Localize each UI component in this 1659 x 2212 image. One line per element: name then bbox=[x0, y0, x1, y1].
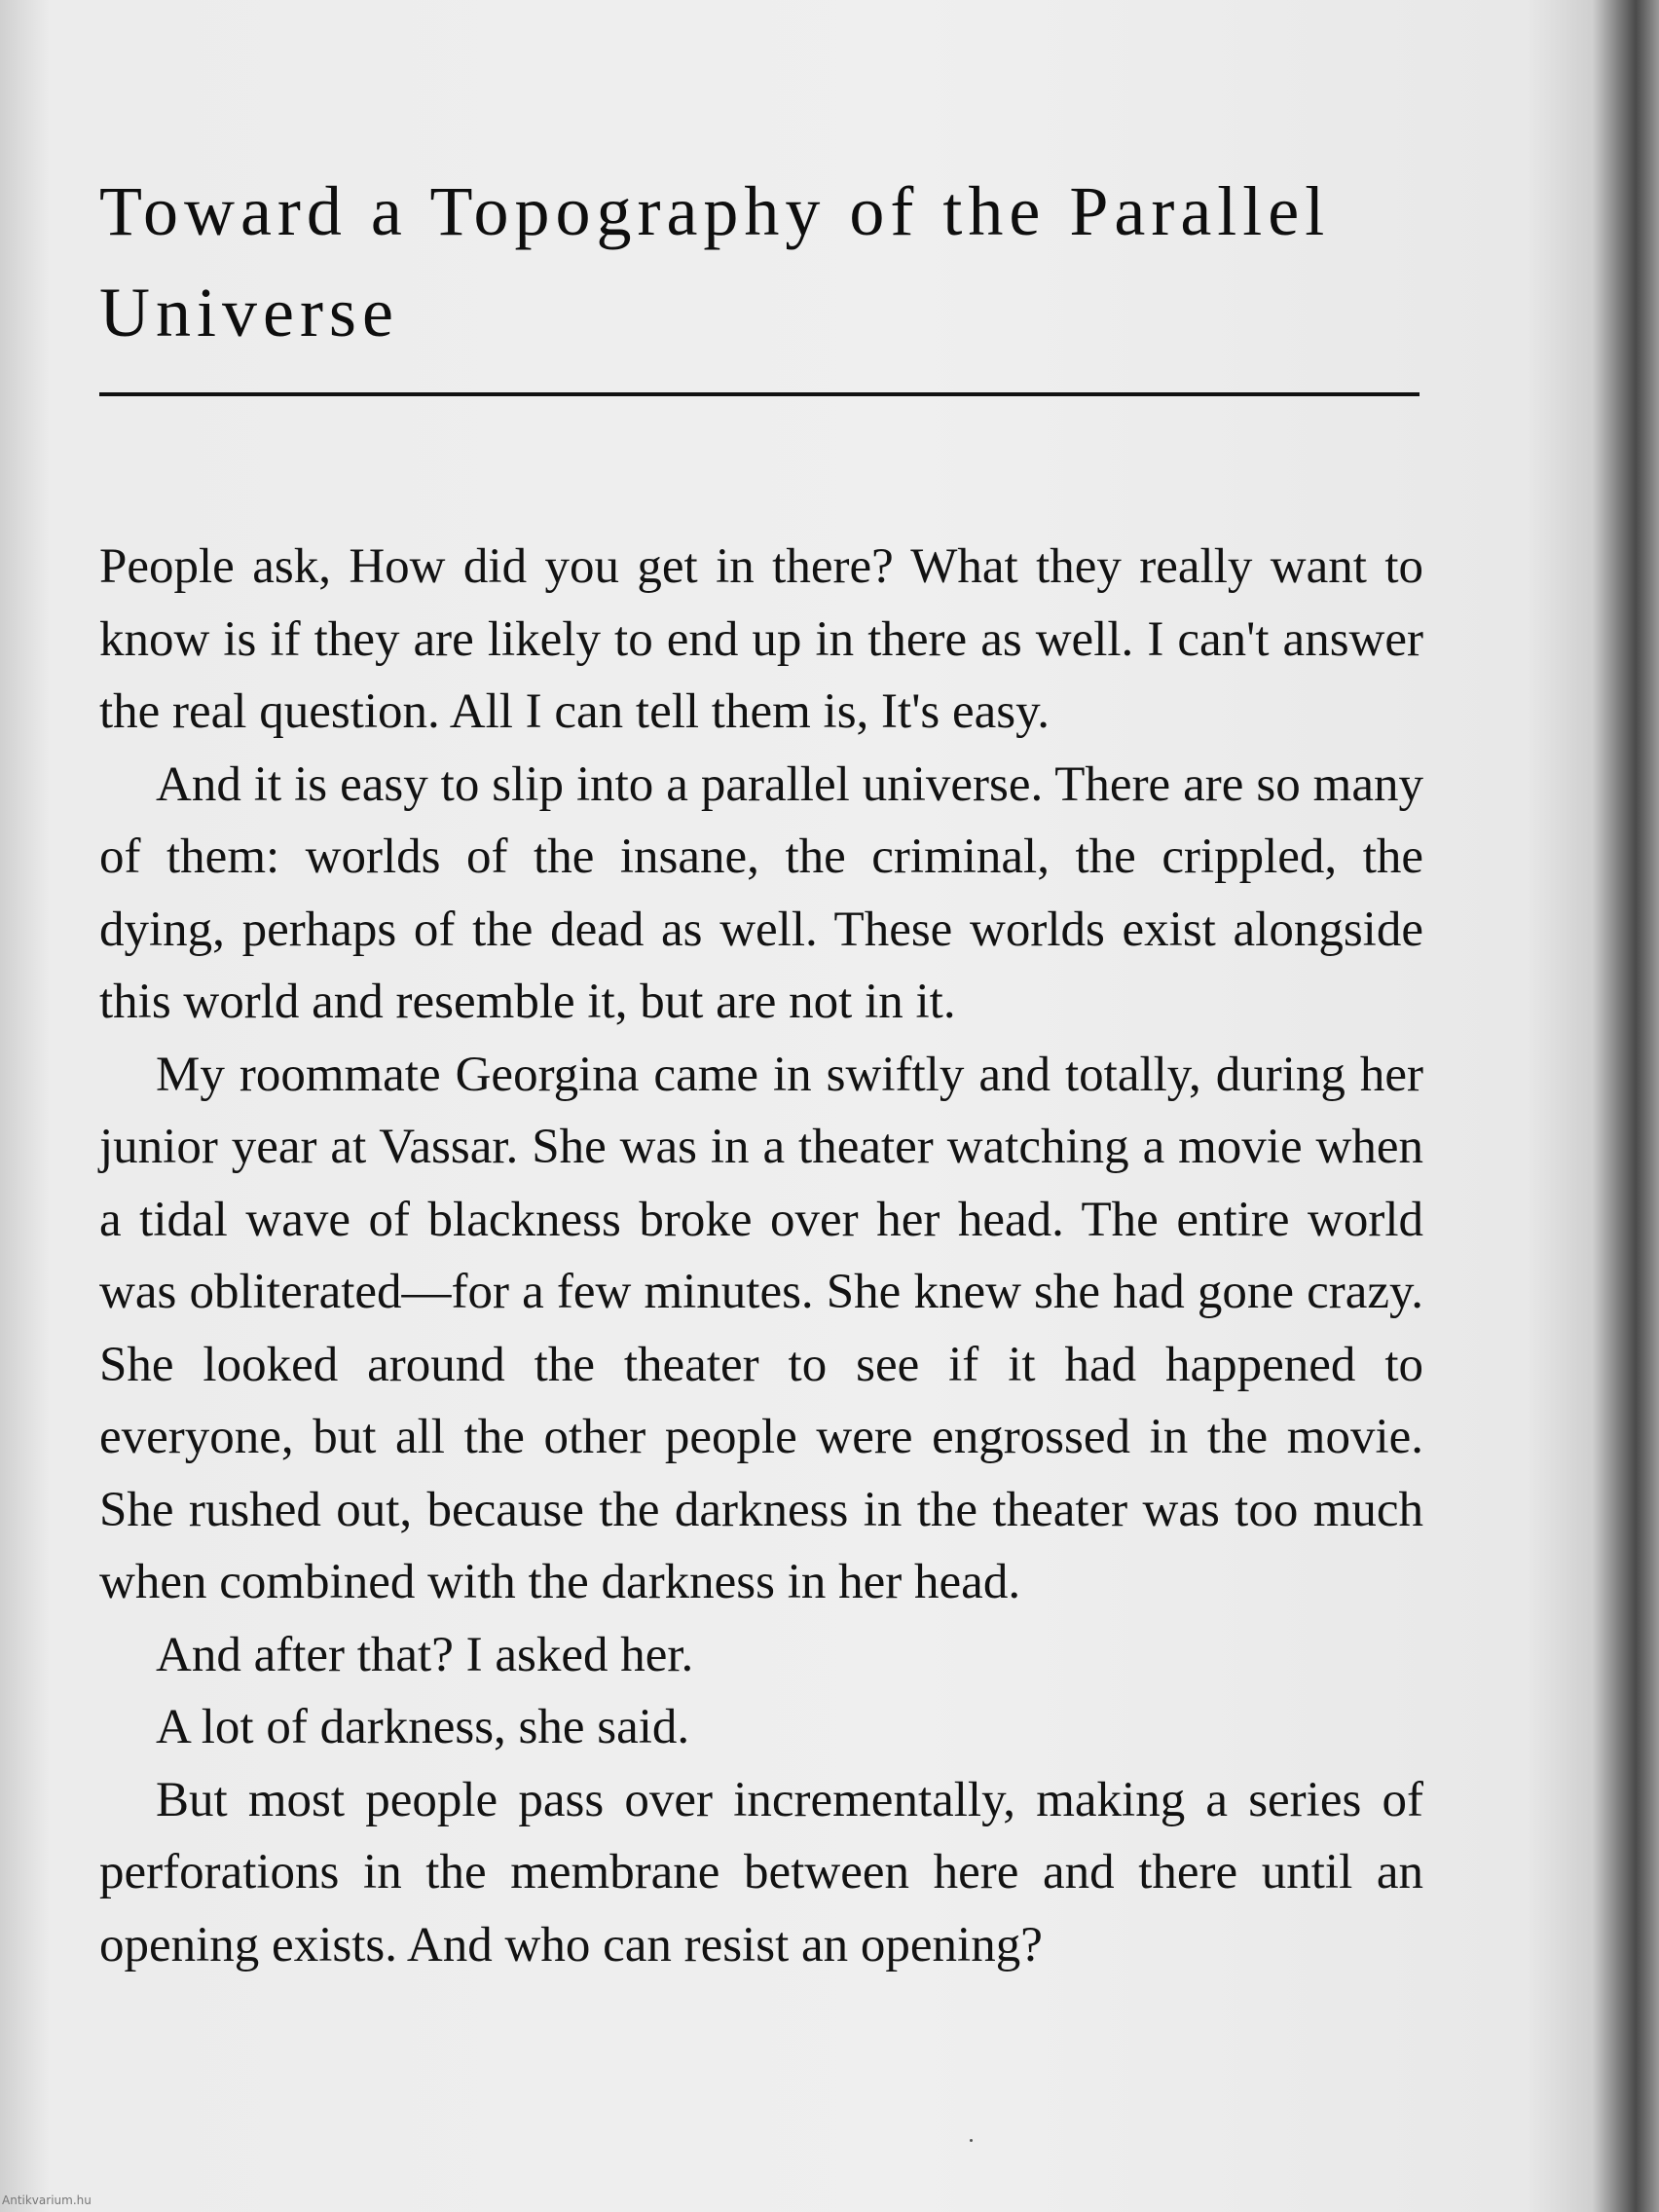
watermark: Antikvarium.hu bbox=[2, 2194, 92, 2207]
paragraph-5: A lot of darkness, she said. bbox=[156, 1700, 690, 1754]
paragraph-2: And it is easy to slip into a parallel universe. There are so many of them: worlds of the insane, the criminal, the crippled, the dying, perhaps of the dead as well. These worlds exist alongside this world and resemble it, but are not in it. bbox=[99, 756, 1423, 1029]
paragraph-6: But most people pass over incrementally, making a series of perforations in the membrane between here and there until an opening exists. And who can resist an opening? bbox=[99, 1772, 1423, 1972]
chapter-title: Toward a Topography of the Parallel Universe bbox=[99, 172, 1331, 351]
page-mark bbox=[970, 2139, 973, 2142]
body-text bbox=[99, 531, 1423, 1981]
paragraph-1: People ask, How did you get in there? What they really want to know is if they are likely to end up in there as well. I can't answer the real question. All I can tell them is, It's easy. bbox=[99, 539, 1423, 739]
title-rule bbox=[99, 392, 1419, 396]
paragraph-3: My roommate Georgina came in swiftly and totally, during her junior year at Vassar. She was in a theater watching a movie when a tidal wave of blackness broke over her head. The entire world was obliterated—for a few minutes. She knew she had gone crazy. She looked around the theater to see if it had happened to everyone, but all the other people were engrossed in the movie. She rushed out, because the darkness in the theater was too much when combined with the darkness in her head. bbox=[99, 1047, 1423, 1609]
paragraph-4: And after that? I asked her. bbox=[156, 1627, 694, 1682]
